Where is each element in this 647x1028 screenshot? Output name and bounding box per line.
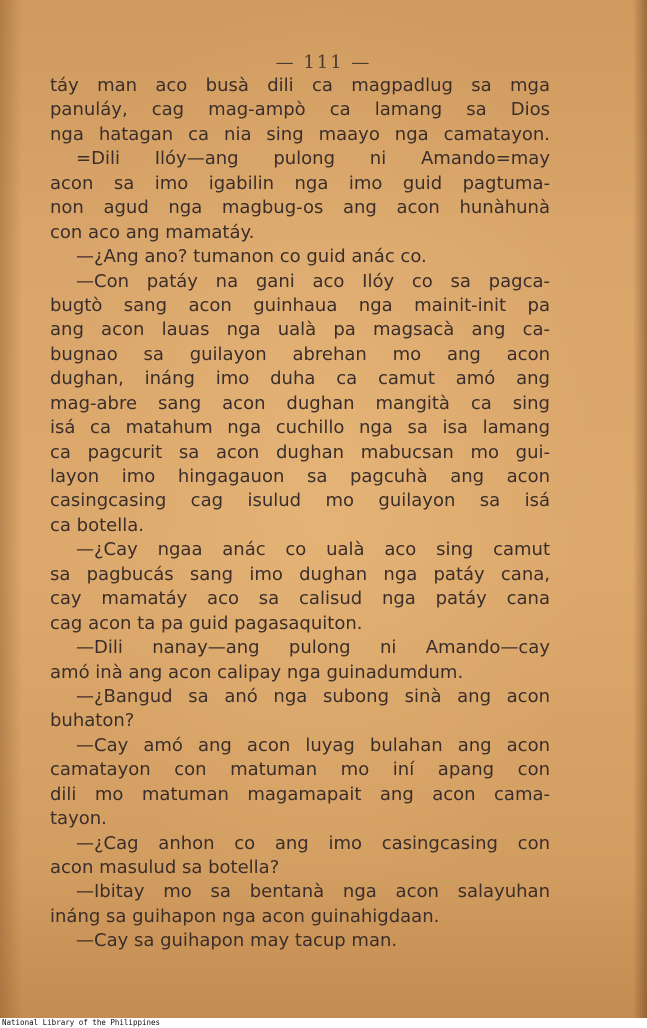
text-line: cag acon ta pa guid pagasaquiton. xyxy=(50,612,363,634)
page-edge-left xyxy=(0,0,22,1018)
text-line: non agud nga magbug-os ang acon hunàhunà xyxy=(50,197,550,219)
text-line: bugtò sang acon guinhaua nga mainit-init pa xyxy=(50,294,550,316)
text-line: ca botella. xyxy=(50,514,144,536)
text-line: bugnao sa guilayon abrehan mo ang acon xyxy=(50,343,550,365)
text-line: —¿Cay ngaa anác co ualà aco sing camut xyxy=(76,539,550,561)
text-line: tayon. xyxy=(50,808,107,830)
text-line: buhaton? xyxy=(50,710,135,732)
text-line: —Ibitay mo sa bentanà nga acon salayuhan xyxy=(76,881,550,903)
text-line: camatayon con matuman mo iní apang con xyxy=(50,759,550,781)
body-text xyxy=(50,74,550,954)
text-line: —Con patáy na gani aco Ilóy co sa pagca- xyxy=(76,270,550,292)
text-line: ca pagcurit sa acon dughan mabucsan mo gui- xyxy=(50,441,550,463)
text-line: cay mamatáy aco sa calisud nga patáy cana xyxy=(50,588,550,610)
text-line: —¿Ang ano? tumanon co guid anác co. xyxy=(76,246,427,268)
text-line: acon sa imo igabilin nga imo guid pagtuma- xyxy=(50,172,550,194)
page-number: — 111 — xyxy=(275,52,372,73)
text-line: amó inà ang acon calipay nga guinadumdum. xyxy=(50,661,464,683)
text-line: —¿Cag anhon co ang imo casingcasing con xyxy=(76,832,550,854)
text-line: —Dili nanay—ang pulong ni Amando—cay xyxy=(76,637,550,659)
text-line: táy man aco busà dili ca magpadlug sa mga xyxy=(50,75,550,96)
text-line: layon imo hingagauon sa pagcuhà ang acon xyxy=(50,466,550,487)
library-credit: National Library of the Philippines xyxy=(0,1018,647,1028)
text-line: sa pagbucás sang imo dughan nga patáy cana, xyxy=(50,563,550,585)
text-line: nga hatagan ca nia sing maayo nga camatayon. xyxy=(50,123,550,145)
text-line: =Dili Ilóy—ang pulong ni Amando=may xyxy=(76,148,550,170)
text-line: casingcasing cag isulud mo guilayon sa isá xyxy=(50,490,550,512)
text-line: —¿Bangud sa anó nga subong sinà ang acon xyxy=(76,685,550,707)
text-line: isá ca matahum nga cuchillo nga sa isa lamang xyxy=(50,417,550,439)
text-line: acon masulud sa botella? xyxy=(50,857,280,878)
text-line: —Cay sa guihapon may tacup man. xyxy=(76,930,398,952)
text-line: ang acon lauas nga ualà pa magsacà ang ca- xyxy=(50,319,550,341)
text-line: —Cay amó ang acon luyag bulahan ang acon xyxy=(76,734,550,756)
text-line: con aco ang mamatáy. xyxy=(50,221,255,243)
text-line: dughan, ináng imo duha ca camut amó ang xyxy=(50,368,550,390)
text-line: mag-abre sang acon dughan mangità ca sing xyxy=(50,392,550,414)
page-edge-right xyxy=(633,0,647,1018)
text-line: dili mo matuman magamapait ang acon cama- xyxy=(50,783,550,805)
text-line: ináng sa guihapon nga acon guinahigdaan. xyxy=(50,905,440,927)
text-line: panuláy, cag mag-ampò ca lamang sa Dios xyxy=(50,99,550,121)
